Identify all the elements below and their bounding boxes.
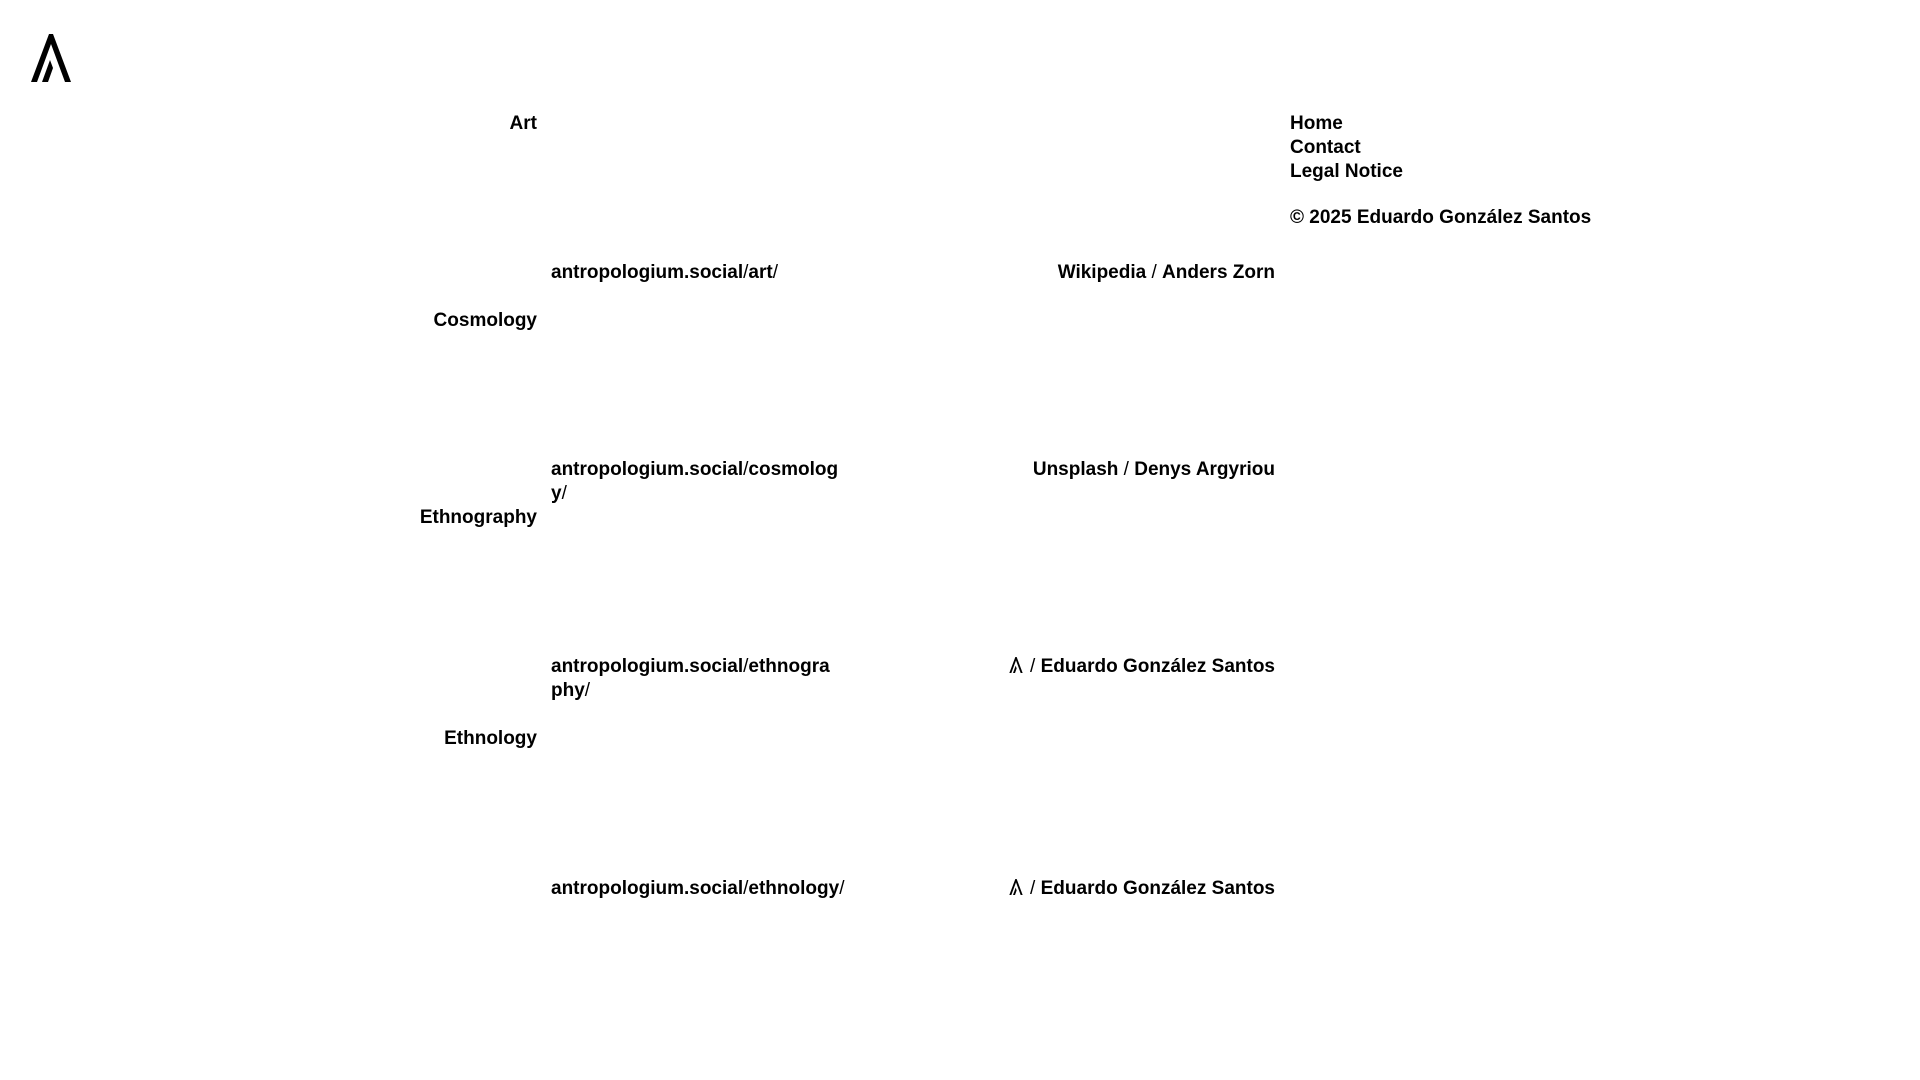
- url-separator: /: [743, 878, 749, 899]
- url-separator: /: [743, 459, 749, 480]
- section-credit-ethnography: [1009, 655, 1275, 679]
- url-path: cosmology: [551, 459, 839, 504]
- url-separator: /: [561, 483, 567, 504]
- url-host: antropologium.social: [551, 459, 744, 480]
- site-logo[interactable]: [31, 34, 71, 82]
- section-url-ethnography[interactable]: [551, 655, 841, 703]
- section-title-cosmology[interactable]: Cosmology: [433, 310, 537, 331]
- section-title-art[interactable]: Art: [509, 113, 537, 134]
- copyright-text: © 2025 Eduardo González Santos: [1290, 207, 1592, 228]
- url-separator: /: [772, 262, 778, 283]
- credit-author: Denys Argyriou: [1134, 459, 1275, 480]
- url-path: ethnography: [551, 656, 830, 701]
- credit-separator: /: [1146, 262, 1163, 283]
- credit-source: Unsplash: [1032, 459, 1119, 480]
- url-separator: /: [584, 680, 591, 701]
- url-path: ethnology: [748, 878, 840, 899]
- nav-home-link[interactable]: Home: [1290, 113, 1343, 134]
- antropologium-logo-icon: [31, 34, 71, 82]
- antropologium-logo-icon: [1009, 657, 1023, 673]
- url-separator: /: [839, 878, 845, 899]
- url-host: antropologium.social: [551, 656, 744, 677]
- credit-author: Eduardo González Santos: [1040, 878, 1275, 899]
- credit-author: Eduardo González Santos: [1040, 656, 1275, 677]
- section-url-cosmology[interactable]: [551, 458, 851, 506]
- side-nav: [1290, 112, 1403, 184]
- antropologium-logo-icon: [1009, 879, 1023, 895]
- url-path: art: [748, 262, 773, 283]
- credit-author: Anders Zorn: [1162, 262, 1275, 283]
- section-title-ethnology[interactable]: Ethnology: [444, 728, 537, 749]
- credit-source: Wikipedia: [1057, 262, 1147, 283]
- section-credit-ethnology: [1009, 877, 1275, 901]
- credit-separator: /: [1024, 656, 1041, 677]
- section-url-ethnology[interactable]: [551, 877, 851, 901]
- section-credit-art: [1058, 261, 1275, 285]
- url-separator: /: [743, 262, 749, 283]
- nav-legal-notice-link[interactable]: Legal Notice: [1290, 161, 1403, 182]
- nav-contact-link[interactable]: Contact: [1290, 137, 1361, 158]
- credit-separator: /: [1024, 878, 1041, 899]
- section-title-ethnography[interactable]: Ethnography: [419, 507, 537, 528]
- section-url-art[interactable]: [551, 261, 851, 285]
- section-credit-cosmology: [1033, 458, 1275, 482]
- url-host: antropologium.social: [551, 262, 744, 283]
- url-separator: /: [743, 656, 749, 677]
- url-host: antropologium.social: [551, 878, 744, 899]
- credit-separator: /: [1118, 459, 1135, 480]
